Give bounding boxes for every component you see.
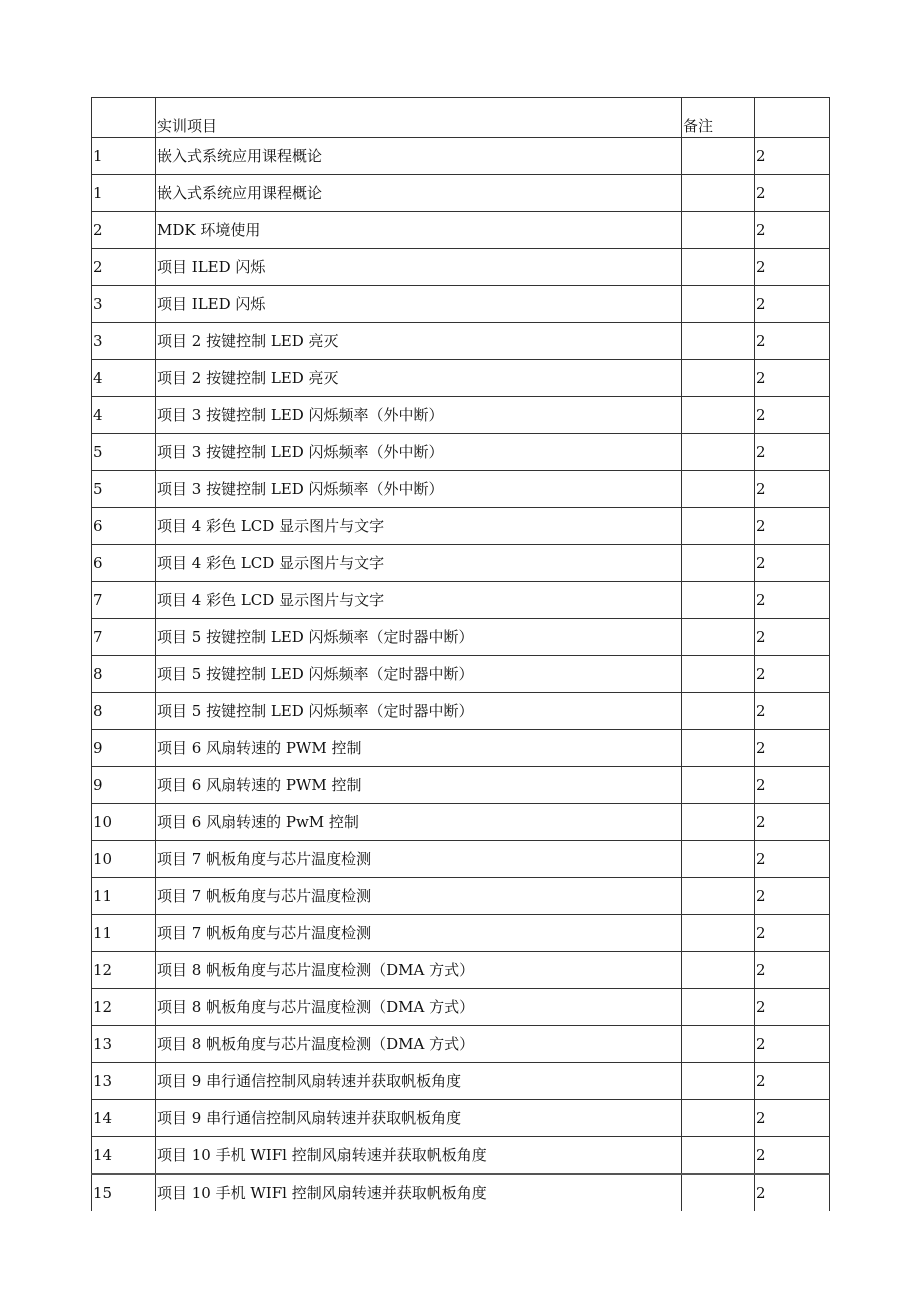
cell-note (682, 471, 755, 508)
cell-project: 项目 4 彩色 LCD 显示图片与文字 (156, 545, 682, 582)
cell-note (682, 989, 755, 1026)
cell-note (682, 434, 755, 471)
table-row (92, 841, 830, 878)
cell-hours: 2 (755, 508, 830, 545)
table-row (92, 656, 830, 693)
cell-project: 项目 6 风扇转速的 PwM 控制 (156, 804, 682, 841)
cell-session: 4 (92, 360, 156, 397)
cell-note (682, 545, 755, 582)
cell-note (682, 1063, 755, 1100)
cell-project: 项目 8 帆板角度与芯片温度检测（DMA 方式） (156, 1026, 682, 1063)
cell-hours: 2 (755, 1174, 830, 1211)
table-row (92, 397, 830, 434)
cell-session: 2 (92, 249, 156, 286)
table-row (92, 767, 830, 804)
table-row (92, 582, 830, 619)
cell-project: 项目 4 彩色 LCD 显示图片与文字 (156, 508, 682, 545)
cell-hours: 2 (755, 619, 830, 656)
cell-hours: 2 (755, 1100, 830, 1137)
cell-session: 7 (92, 582, 156, 619)
cell-note (682, 1100, 755, 1137)
cell-project: 项目 4 彩色 LCD 显示图片与文字 (156, 582, 682, 619)
cell-hours: 2 (755, 545, 830, 582)
cell-hours: 2 (755, 693, 830, 730)
cell-project: 项目 10 手机 WIFl 控制风扇转速并获取帆板角度 (156, 1137, 682, 1175)
cell-note (682, 249, 755, 286)
table-row (92, 804, 830, 841)
cell-project: 项目 5 按键控制 LED 闪烁频率（定时器中断） (156, 619, 682, 656)
cell-session: 9 (92, 767, 156, 804)
table-row (92, 1174, 830, 1211)
header-hours (755, 98, 830, 138)
cell-session: 5 (92, 471, 156, 508)
cell-session: 13 (92, 1063, 156, 1100)
cell-hours: 2 (755, 730, 830, 767)
cell-note (682, 804, 755, 841)
cell-session: 7 (92, 619, 156, 656)
cell-note (682, 619, 755, 656)
cell-session: 11 (92, 878, 156, 915)
cell-session: 6 (92, 508, 156, 545)
cell-session: 1 (92, 138, 156, 175)
cell-project: 项目 6 风扇转速的 PWM 控制 (156, 730, 682, 767)
cell-note (682, 286, 755, 323)
cell-note (682, 138, 755, 175)
table-row (92, 508, 830, 545)
cell-hours: 2 (755, 841, 830, 878)
cell-session: 11 (92, 915, 156, 952)
cell-project: 项目 2 按键控制 LED 亮灭 (156, 323, 682, 360)
cell-project: 项目 7 帆板角度与芯片温度检测 (156, 878, 682, 915)
table-row (92, 138, 830, 175)
table-row (92, 471, 830, 508)
cell-project: 项目 8 帆板角度与芯片温度检测（DMA 方式） (156, 952, 682, 989)
cell-session: 10 (92, 804, 156, 841)
table-row (92, 212, 830, 249)
cell-note (682, 397, 755, 434)
cell-note (682, 656, 755, 693)
cell-note (682, 175, 755, 212)
cell-project: 嵌入式系统应用课程概论 (156, 175, 682, 212)
cell-note (682, 360, 755, 397)
cell-project: 项目 9 串行通信控制风扇转速并获取帆板角度 (156, 1100, 682, 1137)
cell-hours: 2 (755, 286, 830, 323)
cell-note (682, 693, 755, 730)
table-row (92, 249, 830, 286)
cell-project: 项目 5 按键控制 LED 闪烁频率（定时器中断） (156, 693, 682, 730)
cell-hours: 2 (755, 249, 830, 286)
table-row (92, 619, 830, 656)
cell-note (682, 952, 755, 989)
table-row (92, 693, 830, 730)
cell-note (682, 582, 755, 619)
cell-hours: 2 (755, 878, 830, 915)
cell-project: 项目 7 帆板角度与芯片温度检测 (156, 841, 682, 878)
table-row (92, 175, 830, 212)
cell-note (682, 767, 755, 804)
cell-project: 项目 5 按键控制 LED 闪烁频率（定时器中断） (156, 656, 682, 693)
cell-session: 13 (92, 1026, 156, 1063)
header-session (92, 98, 156, 138)
table-row (92, 286, 830, 323)
table-row (92, 323, 830, 360)
cell-note (682, 915, 755, 952)
cell-note (682, 878, 755, 915)
header-project: 实训项目 (156, 98, 682, 138)
cell-session: 8 (92, 693, 156, 730)
cell-project: 项目 3 按键控制 LED 闪烁频率（外中断） (156, 471, 682, 508)
cell-session: 4 (92, 397, 156, 434)
cell-project: 项目 7 帆板角度与芯片温度检测 (156, 915, 682, 952)
table-row (92, 989, 830, 1026)
cell-note (682, 1026, 755, 1063)
cell-session: 14 (92, 1137, 156, 1175)
cell-project: 项目 3 按键控制 LED 闪烁频率（外中断） (156, 434, 682, 471)
table-row (92, 360, 830, 397)
cell-session: 6 (92, 545, 156, 582)
cell-project: 项目 ILED 闪烁 (156, 286, 682, 323)
cell-session: 10 (92, 841, 156, 878)
cell-project: 项目 ILED 闪烁 (156, 249, 682, 286)
cell-project: 项目 8 帆板角度与芯片温度检测（DMA 方式） (156, 989, 682, 1026)
cell-session: 3 (92, 323, 156, 360)
cell-hours: 2 (755, 360, 830, 397)
cell-project: 项目 10 手机 WIFl 控制风扇转速并获取帆板角度 (156, 1174, 682, 1211)
cell-note (682, 508, 755, 545)
table-row (92, 1137, 830, 1175)
cell-hours: 2 (755, 212, 830, 249)
cell-note (682, 1137, 755, 1175)
cell-hours: 2 (755, 1063, 830, 1100)
cell-project: MDK 环境使用 (156, 212, 682, 249)
cell-hours: 2 (755, 323, 830, 360)
cell-project: 项目 6 风扇转速的 PWM 控制 (156, 767, 682, 804)
cell-note (682, 323, 755, 360)
cell-session: 1 (92, 175, 156, 212)
table-body (92, 98, 830, 1212)
cell-hours: 2 (755, 434, 830, 471)
table-row (92, 1100, 830, 1137)
cell-hours: 2 (755, 397, 830, 434)
cell-session: 3 (92, 286, 156, 323)
cell-project: 项目 2 按键控制 LED 亮灭 (156, 360, 682, 397)
cell-hours: 2 (755, 1137, 830, 1175)
cell-session: 2 (92, 212, 156, 249)
cell-session: 9 (92, 730, 156, 767)
cell-hours: 2 (755, 656, 830, 693)
cell-note (682, 212, 755, 249)
table-row (92, 915, 830, 952)
cell-session: 12 (92, 989, 156, 1026)
cell-project: 嵌入式系统应用课程概论 (156, 138, 682, 175)
cell-note (682, 841, 755, 878)
cell-hours: 2 (755, 767, 830, 804)
cell-hours: 2 (755, 175, 830, 212)
table-row (92, 1026, 830, 1063)
cell-hours: 2 (755, 471, 830, 508)
table-header-row (92, 98, 830, 138)
cell-session: 5 (92, 434, 156, 471)
cell-session: 14 (92, 1100, 156, 1137)
cell-session: 8 (92, 656, 156, 693)
cell-note (682, 730, 755, 767)
cell-session: 12 (92, 952, 156, 989)
cell-hours: 2 (755, 1026, 830, 1063)
table-row (92, 434, 830, 471)
cell-hours: 2 (755, 138, 830, 175)
table-row (92, 952, 830, 989)
cell-hours: 2 (755, 582, 830, 619)
cell-hours: 2 (755, 804, 830, 841)
cell-project: 项目 3 按键控制 LED 闪烁频率（外中断） (156, 397, 682, 434)
cell-hours: 2 (755, 915, 830, 952)
table-row (92, 730, 830, 767)
schedule-table-container (91, 97, 829, 1211)
cell-note (682, 1174, 755, 1211)
training-schedule-table (91, 97, 830, 1211)
cell-project: 项目 9 串行通信控制风扇转速并获取帆板角度 (156, 1063, 682, 1100)
cell-hours: 2 (755, 952, 830, 989)
table-row (92, 878, 830, 915)
cell-hours: 2 (755, 989, 830, 1026)
table-row (92, 1063, 830, 1100)
cell-session: 15 (92, 1174, 156, 1211)
table-row (92, 545, 830, 582)
header-note: 备注 (682, 98, 755, 138)
